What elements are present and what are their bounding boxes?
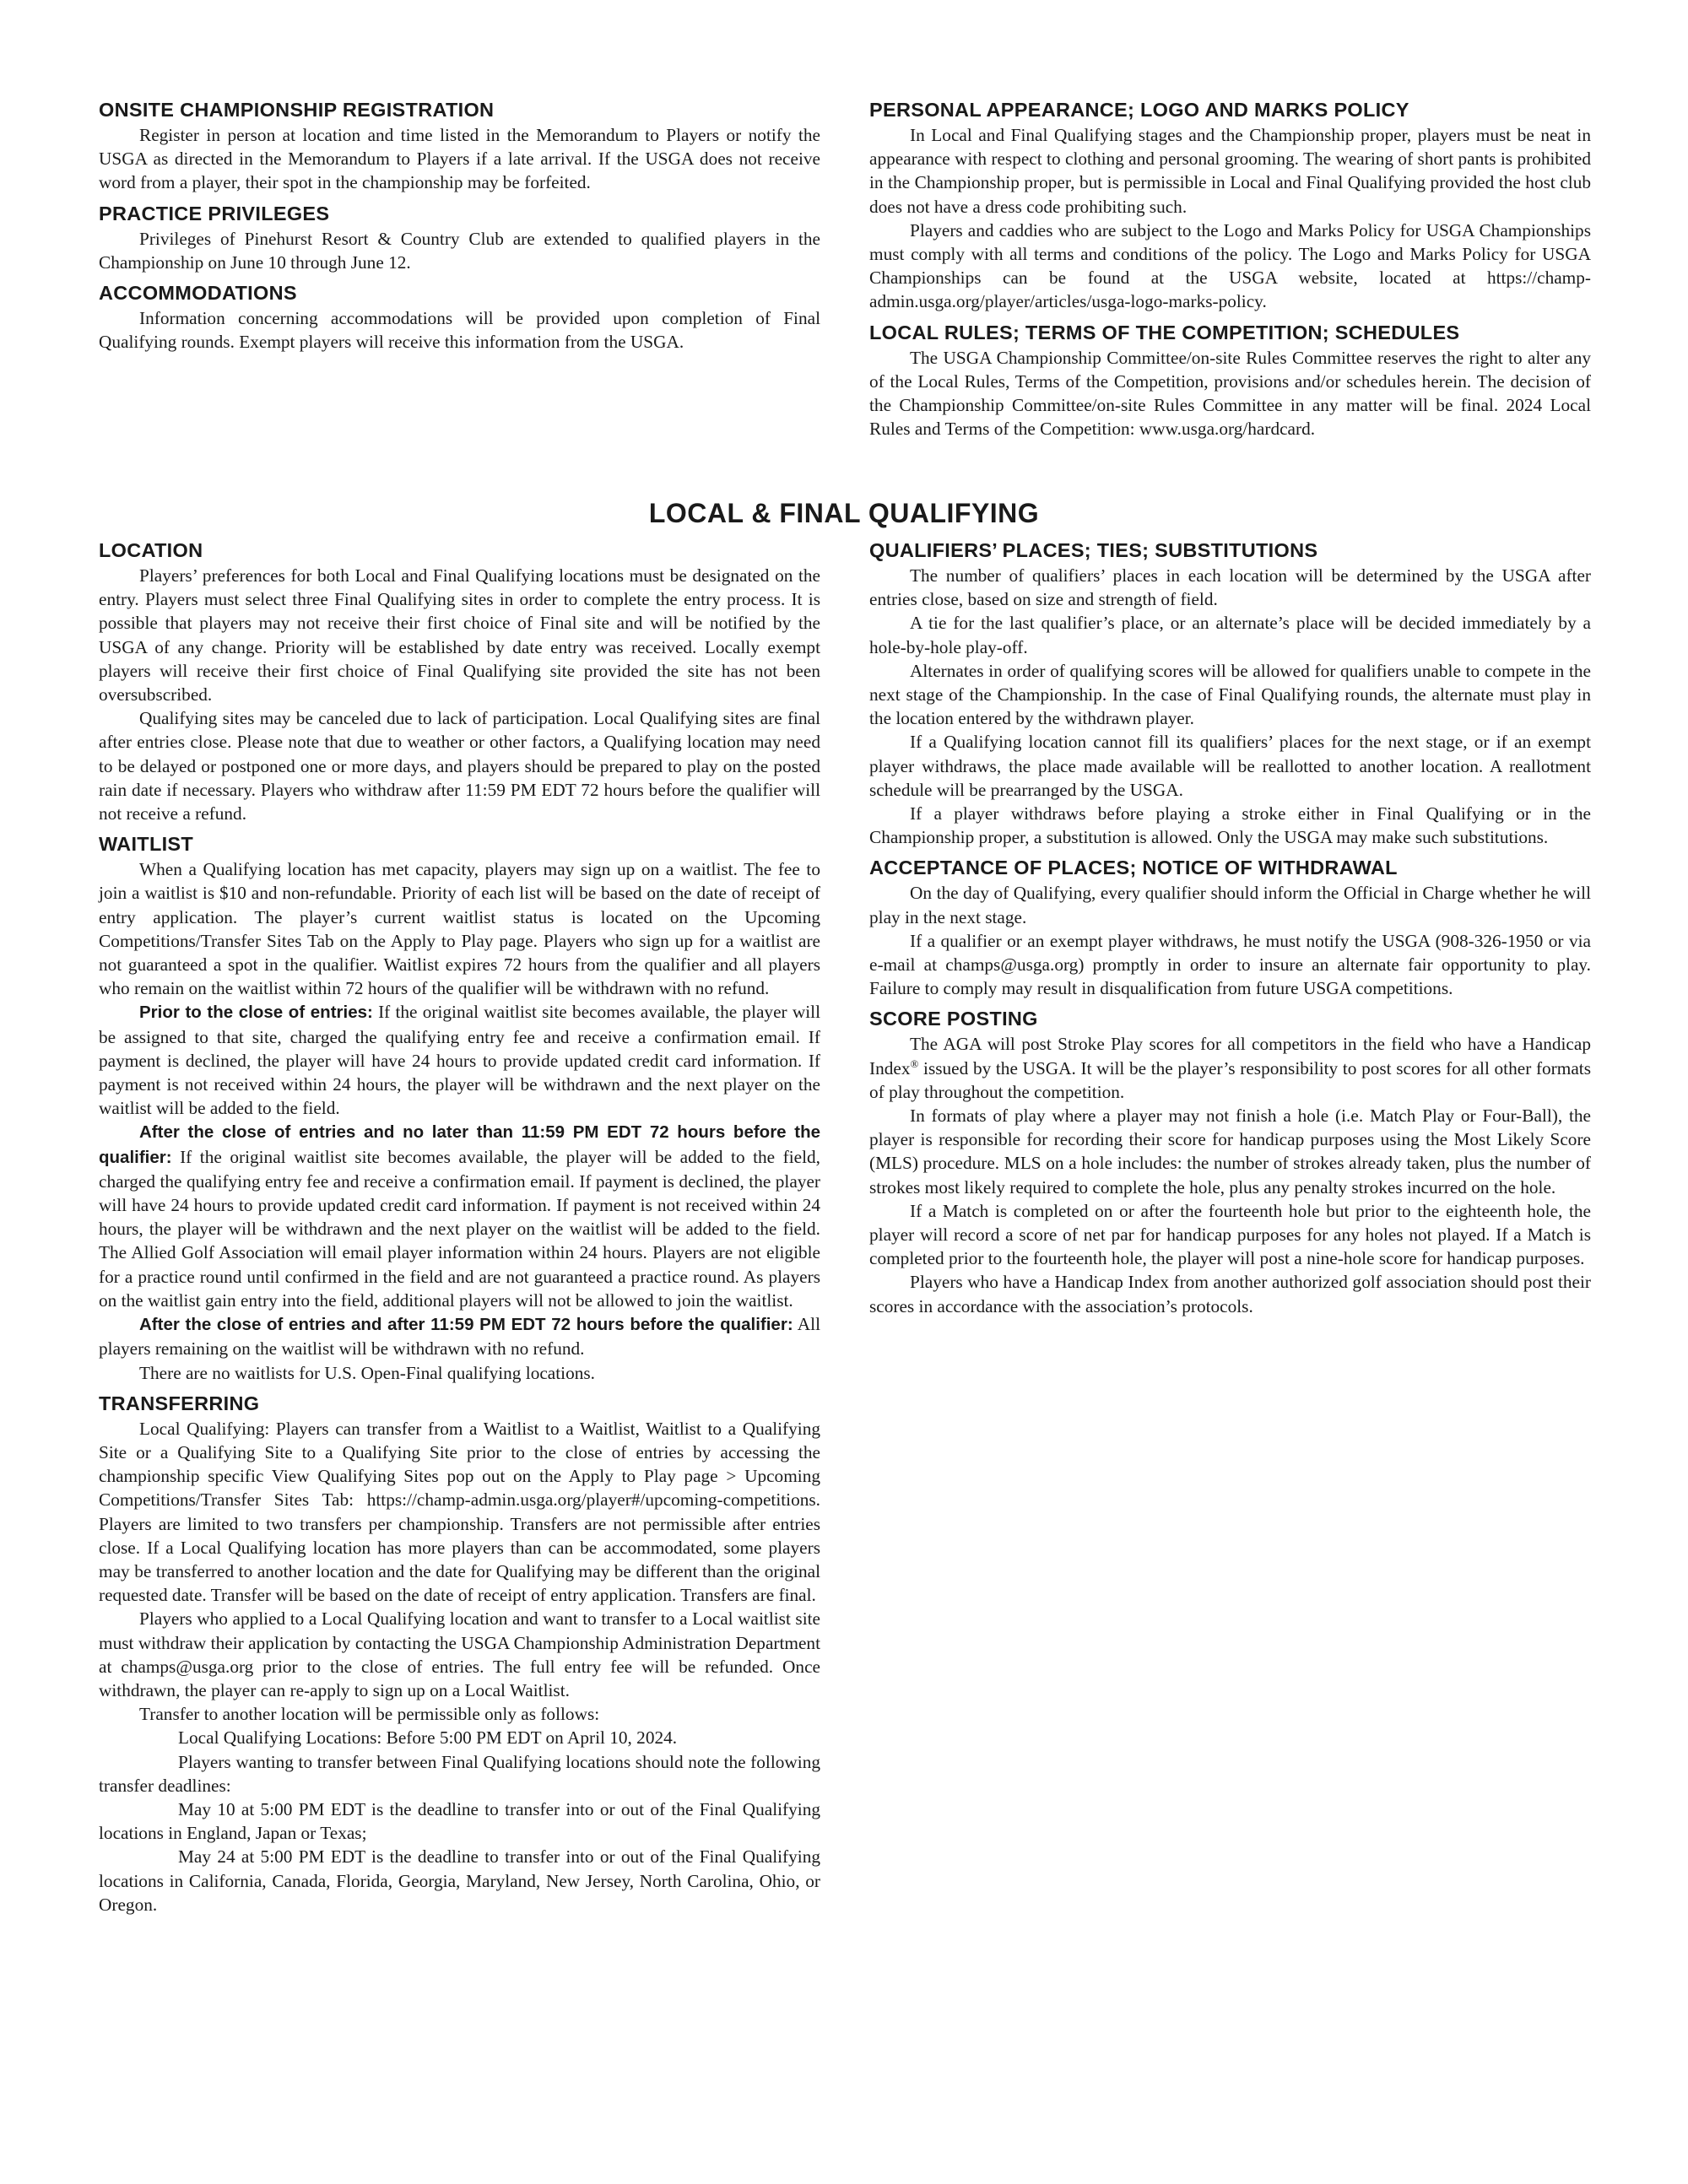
waitlist-text-4-body: All players remaining on the waitlist will be withdrawn with no refund. [99, 1314, 820, 1360]
onsite-registration-text: Register in person at location and time listed in the Memorandum to Players or notify the USGA as directed in the Memorandum to Players if a late arrival. If the USGA does not receive word from a player, their spot in the championship may be forfeited. [99, 125, 820, 193]
score-posting-section [869, 1006, 1591, 1317]
bottom-left-column [99, 538, 820, 1916]
score-posting-heading: SCORE POSTING [869, 1008, 1038, 1030]
top-right-column [869, 97, 1591, 441]
practice-privileges-text: Privileges of Pinehurst Resort & Country Club are extended to qualified players in the Championship on June 10 through June 12. [99, 228, 820, 273]
transferring-text-7: May 24 at 5:00 PM EDT is the deadline to transfer into or out of the Final Qualifying locations in California, Canada, Florida, Georgia, Maryland, New Jersey, North Carolina, Ohio, or Oregon. [99, 1846, 820, 1915]
appearance-heading: PERSONAL APPEARANCE; LOGO AND MARKS POLICY [869, 99, 1409, 121]
waitlist-text-5: There are no waitlists for U.S. Open-Final qualifying locations. [139, 1362, 595, 1383]
waitlist-text-4 [99, 1312, 820, 1360]
accommodations-section [99, 280, 820, 354]
waitlist-text-2 [99, 1000, 820, 1120]
acceptance-section [869, 855, 1591, 1000]
score-posting-text-1a: The AGA will post Stroke Play scores for all competitors in the field who have a Handicap Index [869, 1034, 1591, 1078]
location-heading: LOCATION [99, 539, 203, 561]
bottom-right-column [869, 538, 1591, 1318]
score-posting-text-1 [869, 1032, 1591, 1104]
accommodations-heading: ACCOMMODATIONS [99, 282, 297, 305]
transferring-text-3: Transfer to another location will be permissible only as follows: [139, 1704, 600, 1725]
waitlist-text-3 [99, 1120, 820, 1312]
transferring-heading: TRANSFERRING [99, 1392, 260, 1414]
acceptance-heading: ACCEPTANCE OF PLACES; NOTICE OF WITHDRAWAL [869, 857, 1398, 879]
local-rules-text: The USGA Championship Committee/on-site Rules Committee reserves the right to alter any of the Local Rules, Terms of the Competition, provisions and/or schedules herein. The decision of the Championship Committee/on-site Rules Committee in any matter will be final. 2024 Local Rules and Terms of the Competition: www.usga.org/hardcard. [869, 347, 1591, 440]
location-text-2: Qualifying sites may be canceled due to lack of participation. Local Qualifying sites are final after entries close. Please note that due to weather or other factors, a Qualifying location may need to be delayed or postponed one or more days, and players should be prepared to play on the posted rain date if necessary. Players who withdraw after 11:59 PM EDT 72 hours before the qualifier will not receive a refund. [99, 708, 820, 824]
appearance-section [869, 97, 1591, 314]
registered-mark: ® [910, 1057, 919, 1070]
transferring-text-6: May 10 at 5:00 PM EDT is the deadline to transfer into or out of the Final Qualifying locations in England, Japan or Texas; [99, 1798, 820, 1844]
local-rules-heading: LOCAL RULES; TERMS OF THE COMPETITION; SCHEDULES [869, 321, 1460, 343]
transferring-section [99, 1391, 820, 1916]
location-section [99, 538, 820, 825]
waitlist-text-1: When a Qualifying location has met capacity, players may sign up on a waitlist. The fee to join a waitlist is $10 and non-refundable. Priority of each list will be based on the date of receipt of entry application. The player’s current waitlist status is located on the Upcoming Competitions/Transfer Sites Tab on the Apply to Play page. Players who sign up for a waitlist are not guaranteed a spot in the qualifier. Waitlist expires 72 hours from the qualifier and all players who remain on the waitlist within 72 hours of the qualifier will be withdrawn with no refund. [99, 859, 820, 999]
qualifiers-text-4: If a Qualifying location cannot fill its qualifiers’ places for the next stage, or if an exempt player withdraws, the place made available will be reallotted to another location. A reallotment schedule will be prearranged by the USGA. [869, 732, 1591, 800]
waitlist-heading: WAITLIST [99, 833, 194, 856]
accommodations-text: Information concerning accommodations will be provided upon completion of Final Qualifying rounds. Exempt players will receive this information from the USGA. [99, 308, 820, 353]
score-posting-text-1b: issued by the USGA. It will be the player’s responsibility to post scores for all other formats of play throughout the competition. [869, 1057, 1591, 1102]
section-title: LOCAL & FINAL QUALIFYING [648, 498, 1040, 528]
onsite-registration-heading: ONSITE CHAMPIONSHIP REGISTRATION [99, 99, 495, 121]
transferring-text-4: Local Qualifying Locations: Before 5:00 PM EDT on April 10, 2024. [178, 1727, 678, 1749]
qualifiers-text-2: A tie for the last qualifier’s place, or an alternate’s place will be decided immediately by a hole-by-hole play-off. [869, 613, 1591, 657]
qualifiers-text-5: If a player withdraws before playing a stroke either in Final Qualifying or in the Championship proper, a substitution is allowed. Only the USGA may make such substitutions. [869, 803, 1591, 848]
location-text-1: Players’ preferences for both Local and Final Qualifying locations must be designated on the entry. Players must select three Final Qualifying sites in order to complete the entry process. It is possible that players may not receive their first choice of Final site and will be notified by the USGA of any change. Priority will be established by date entry was received. Locally exempt players will receive their first choice of Final Qualifying site provided the site has not been oversubscribed. [99, 565, 820, 705]
practice-privileges-heading: PRACTICE PRIVILEGES [99, 202, 330, 224]
qualifiers-heading: QUALIFIERS’ PLACES; TIES; SUBSTITUTIONS [869, 539, 1318, 561]
waitlist-bold-3: After the close of entries and after 11:59 PM EDT 72 hours before the qualifier: [139, 1315, 793, 1335]
waitlist-bold-2: After the close of entries and no later than 11:59 PM EDT 72 hours before the qualifier: [99, 1122, 820, 1167]
waitlist-text-2-body: If the original waitlist site becomes available, the player will be assigned to that site, charged the qualifying entry fee and receive a confirmation email. If payment is declined, the player will have 24 hours to provide updated credit card information. If payment is not received within 24 hours, the player will be withdrawn and the next player on the waitlist will be added to the field. [99, 1002, 820, 1119]
top-left-column [99, 97, 820, 354]
score-posting-text-4: Players who have a Handicap Index from another authorized golf association should post their scores in accordance with the association’s protocols. [869, 1272, 1591, 1316]
waitlist-text-3-body: If the original waitlist site becomes available, the player will be added to the field, charged the qualifying entry fee and receive a confirmation email. If payment is declined, the player will have 24 hours to provide updated credit card information. If payment is not received within 24 hours, the player will be withdrawn and the next player on the waitlist will be added to the field. The Allied Golf Association will email player information within 24 hours. Players are not eligible for a practice round until confirmed in the field and are not guaranteed a practice round. As players on the waitlist gain entry into the field, additional players will not be allowed to join the waitlist. [99, 1146, 820, 1311]
score-posting-text-3: If a Match is completed on or after the fourteenth hole but prior to the eighteenth hole, the player will record a score of net par for handicap purposes for any holes not played. If a Match is completed prior to the fourteenth hole, the player will post a nine-hole score for handicap purposes. [869, 1200, 1591, 1269]
waitlist-section [99, 831, 820, 1384]
score-posting-text-2: In formats of play where a player may not finish a hole (i.e. Match Play or Four-Ball), the player is responsible for recording their score for handicap purposes using the Most Likely Score (MLS) procedure. MLS on a hole includes: the number of strokes already taken, plus the number of strokes most likely required to complete the hole, plus any penalty strokes incurred on the hole. [869, 1106, 1591, 1197]
logo-policy-text: Players and caddies who are subject to the Logo and Marks Policy for USGA Championships must comply with all terms and conditions of the policy. The Logo and Marks Policy for USGA Championships can be found at the USGA website, located at https://champ-admin.usga.org/player/articles/usga-logo-marks-policy. [869, 219, 1591, 312]
local-rules-section [869, 320, 1591, 441]
acceptance-text-2: If a qualifier or an exempt player withdraws, he must notify the USGA (908-326-1950 or via e-mail at champs@usga.org) promptly in order to insure an alternate fair opportunity to play. Failure to comply may result in disqualification from future USGA competitions. [869, 930, 1591, 999]
transferring-text-5: Players wanting to transfer between Final Qualifying locations should note the following transfer deadlines: [99, 1751, 820, 1796]
qualifiers-text-1: The number of qualifiers’ places in each location will be determined by the USGA after entries close, based on size and strength of field. [869, 565, 1591, 610]
practice-privileges-section [99, 201, 820, 274]
appearance-text: In Local and Final Qualifying stages and the Championship proper, players must be neat in appearance with respect to clothing and personal grooming. The wearing of short pants is prohibited in the Championship proper, but is permissible in Local and Final Qualifying provided the host club does not have a dress code prohibiting such. [869, 125, 1591, 217]
qualifiers-text-3: Alternates in order of qualifying scores will be allowed for qualifiers unable to compete in the next stage of the Championship. In the case of Final Qualifying rounds, the alternate must play in the location entered by the withdrawn player. [869, 660, 1591, 729]
acceptance-text-1: On the day of Qualifying, every qualifier should inform the Official in Charge whether he will play in the next stage. [869, 883, 1591, 927]
qualifiers-section [869, 538, 1591, 849]
transferring-text-1: Local Qualifying: Players can transfer from a Waitlist to a Waitlist, Waitlist to a Qualifying Site or a Qualifying Site to a Qualifying Site prior to the close of entries by accessing the championship specific View Qualifying Sites pop out on the Apply to Play page > Upcoming Competitions/Transfer Sites Tab: https://champ-admin.usga.org/player#/upcoming-competitions. Players are limited to two transfers per championship. Transfers are not permissible after entries close. If a Local Qualifying location has more players than can be accommodated, some players may be transferred to another location and the date for Qualifying may be different than the original requested date. Transfer will be based on the date of receipt of entry application. Transfers are final. [99, 1418, 820, 1606]
onsite-registration-section [99, 97, 820, 195]
waitlist-bold-1: Prior to the close of entries: [139, 1003, 373, 1023]
transferring-text-2: Players who applied to a Local Qualifying location and want to transfer to a Local waitlist site must withdraw their application by contacting the USGA Championship Administration Department at champs@usga.org prior to the close of entries. The full entry fee will be refunded. Once withdrawn, the player can re-apply to sign up on a Local Waitlist. [99, 1608, 820, 1700]
